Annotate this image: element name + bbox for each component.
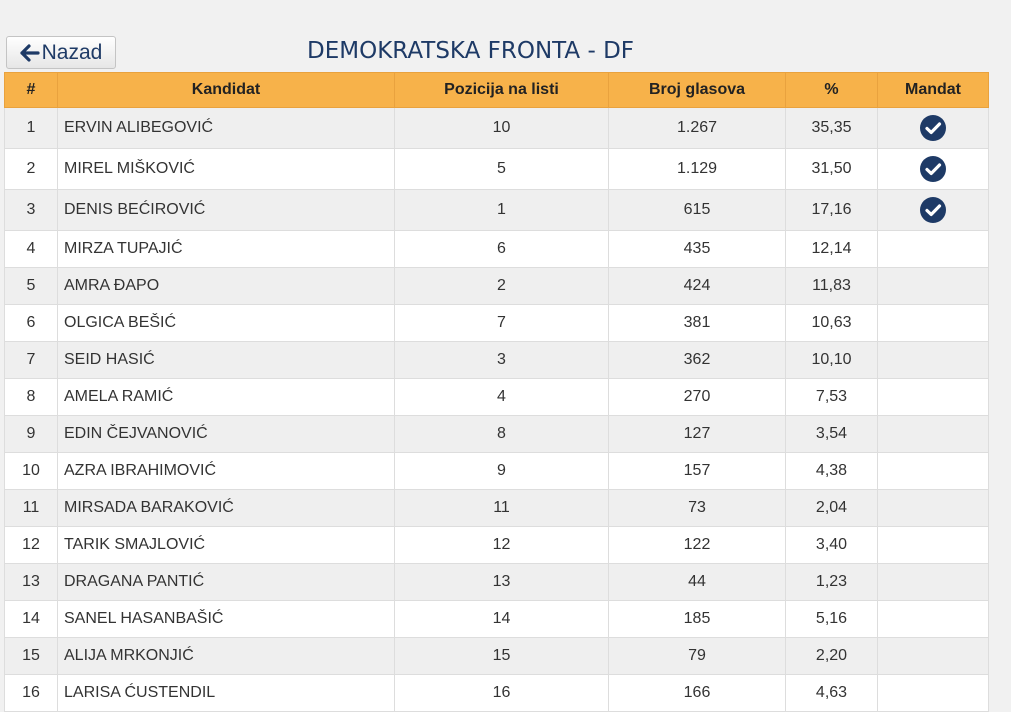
- vote-percent: 11,83: [786, 268, 878, 305]
- table-row[interactable]: [5, 108, 989, 149]
- mandate-cell: [878, 564, 989, 601]
- list-position: 13: [395, 564, 609, 601]
- row-number: 9: [5, 416, 58, 453]
- table-header-row: [5, 73, 989, 108]
- mandate-cell: [878, 416, 989, 453]
- check-circle-icon: [920, 156, 946, 182]
- candidate-name: MIRSADA BARAKOVIĆ: [58, 490, 395, 527]
- row-number: 10: [5, 453, 58, 490]
- list-position: 12: [395, 527, 609, 564]
- vote-count: 44: [609, 564, 786, 601]
- row-number: 2: [5, 149, 58, 190]
- list-position: 9: [395, 453, 609, 490]
- vote-percent: 4,38: [786, 453, 878, 490]
- candidate-name: MIRZA TUPAJIĆ: [58, 231, 395, 268]
- vote-percent: 2,20: [786, 638, 878, 675]
- vote-count: 1.129: [609, 149, 786, 190]
- candidate-name: TARIK SMAJLOVIĆ: [58, 527, 395, 564]
- mandate-cell: [878, 190, 989, 231]
- vote-count: 270: [609, 379, 786, 416]
- vote-count: 127: [609, 416, 786, 453]
- mandate-cell: [878, 453, 989, 490]
- table-row[interactable]: [5, 379, 989, 416]
- vote-percent: 35,35: [786, 108, 878, 149]
- vote-percent: 31,50: [786, 149, 878, 190]
- vote-count: 381: [609, 305, 786, 342]
- check-circle-icon: [920, 197, 946, 223]
- candidate-name: SANEL HASANBAŠIĆ: [58, 601, 395, 638]
- table-row[interactable]: [5, 149, 989, 190]
- vote-count: 362: [609, 342, 786, 379]
- list-position: 2: [395, 268, 609, 305]
- vote-percent: 7,53: [786, 379, 878, 416]
- row-number: 7: [5, 342, 58, 379]
- candidate-name: AMELA RAMIĆ: [58, 379, 395, 416]
- back-button-label: Nazad: [41, 40, 103, 64]
- column-header-position[interactable]: Pozicija na listi: [395, 73, 609, 108]
- candidate-name: MIREL MIŠKOVIĆ: [58, 149, 395, 190]
- vote-count: 1.267: [609, 108, 786, 149]
- row-number: 11: [5, 490, 58, 527]
- check-circle-icon: [920, 115, 946, 141]
- mandate-cell: [878, 305, 989, 342]
- list-position: 5: [395, 149, 609, 190]
- mandate-cell: [878, 108, 989, 149]
- table-row[interactable]: [5, 416, 989, 453]
- mandate-cell: [878, 379, 989, 416]
- row-number: 4: [5, 231, 58, 268]
- vote-count: 615: [609, 190, 786, 231]
- row-number: 14: [5, 601, 58, 638]
- arrow-left-icon: [20, 43, 40, 63]
- vote-percent: 12,14: [786, 231, 878, 268]
- candidate-name: DENIS BEĆIROVIĆ: [58, 190, 395, 231]
- candidate-name: OLGICA BEŠIĆ: [58, 305, 395, 342]
- vote-count: 157: [609, 453, 786, 490]
- mandate-cell: [878, 268, 989, 305]
- table-row[interactable]: [5, 268, 989, 305]
- candidate-name: SEID HASIĆ: [58, 342, 395, 379]
- vote-count: 424: [609, 268, 786, 305]
- candidate-name: EDIN ČEJVANOVIĆ: [58, 416, 395, 453]
- table-row[interactable]: [5, 638, 989, 675]
- results-table: [4, 72, 989, 712]
- column-header-number[interactable]: #: [5, 73, 58, 108]
- vote-percent: 3,40: [786, 527, 878, 564]
- vote-percent: 5,16: [786, 601, 878, 638]
- candidate-name: AZRA IBRAHIMOVIĆ: [58, 453, 395, 490]
- vote-percent: 1,23: [786, 564, 878, 601]
- vote-count: 185: [609, 601, 786, 638]
- vote-percent: 3,54: [786, 416, 878, 453]
- table-row[interactable]: [5, 490, 989, 527]
- vote-count: 166: [609, 675, 786, 712]
- mandate-cell: [878, 527, 989, 564]
- list-position: 4: [395, 379, 609, 416]
- table-row[interactable]: [5, 342, 989, 379]
- vote-count: 73: [609, 490, 786, 527]
- table-row[interactable]: [5, 190, 989, 231]
- table-row[interactable]: [5, 564, 989, 601]
- list-position: 16: [395, 675, 609, 712]
- mandate-cell: [878, 342, 989, 379]
- vote-percent: 17,16: [786, 190, 878, 231]
- row-number: 3: [5, 190, 58, 231]
- back-button[interactable]: [6, 36, 116, 69]
- list-position: 15: [395, 638, 609, 675]
- candidate-name: ERVIN ALIBEGOVIĆ: [58, 108, 395, 149]
- row-number: 1: [5, 108, 58, 149]
- column-header-percent[interactable]: %: [786, 73, 878, 108]
- page-title: DEMOKRATSKA FRONTA - DF: [307, 38, 635, 64]
- mandate-cell: [878, 601, 989, 638]
- table-row[interactable]: [5, 231, 989, 268]
- vote-count: 122: [609, 527, 786, 564]
- row-number: 6: [5, 305, 58, 342]
- list-position: 7: [395, 305, 609, 342]
- list-position: 8: [395, 416, 609, 453]
- mandate-cell: [878, 231, 989, 268]
- list-position: 10: [395, 108, 609, 149]
- table-row[interactable]: [5, 305, 989, 342]
- list-position: 11: [395, 490, 609, 527]
- candidate-name: LARISA ĆUSTENDIL: [58, 675, 395, 712]
- list-position: 3: [395, 342, 609, 379]
- column-header-mandate[interactable]: Mandat: [878, 73, 989, 108]
- column-header-votes[interactable]: Broj glasova: [609, 73, 786, 108]
- vote-percent: 2,04: [786, 490, 878, 527]
- list-position: 14: [395, 601, 609, 638]
- mandate-cell: [878, 490, 989, 527]
- candidate-name: DRAGANA PANTIĆ: [58, 564, 395, 601]
- vote-count: 435: [609, 231, 786, 268]
- row-number: 13: [5, 564, 58, 601]
- table-row[interactable]: [5, 675, 989, 712]
- table-body: [5, 108, 989, 712]
- row-number: 8: [5, 379, 58, 416]
- candidate-name: AMRA ĐAPO: [58, 268, 395, 305]
- vote-count: 79: [609, 638, 786, 675]
- row-number: 16: [5, 675, 58, 712]
- candidate-name: ALIJA MRKONJIĆ: [58, 638, 395, 675]
- table-row[interactable]: [5, 601, 989, 638]
- vote-percent: 10,63: [786, 305, 878, 342]
- column-header-candidate[interactable]: Kandidat: [58, 73, 395, 108]
- row-number: 5: [5, 268, 58, 305]
- row-number: 15: [5, 638, 58, 675]
- mandate-cell: [878, 149, 989, 190]
- table-row[interactable]: [5, 453, 989, 490]
- list-position: 1: [395, 190, 609, 231]
- mandate-cell: [878, 675, 989, 712]
- mandate-cell: [878, 638, 989, 675]
- table-row[interactable]: [5, 527, 989, 564]
- vote-percent: 10,10: [786, 342, 878, 379]
- list-position: 6: [395, 231, 609, 268]
- vote-percent: 4,63: [786, 675, 878, 712]
- row-number: 12: [5, 527, 58, 564]
